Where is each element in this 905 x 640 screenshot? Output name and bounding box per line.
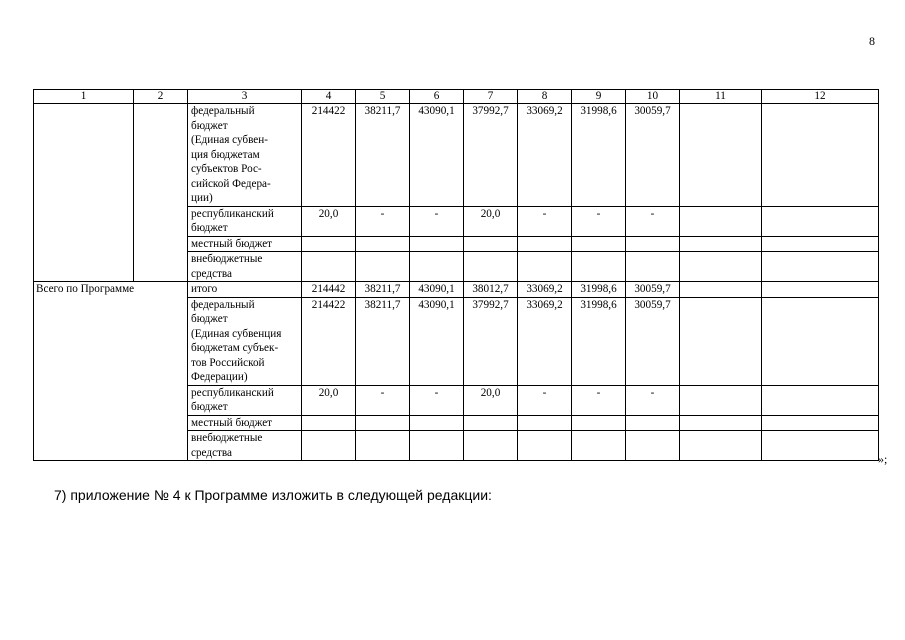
label-line: итого [191,283,218,295]
page-number: 8 [869,34,875,48]
empty-cell-11 [680,206,762,236]
empty-cell-11 [680,104,762,207]
column-header: 9 [572,90,626,104]
value-cell: - [626,206,680,236]
label-line: тов Российской [191,356,265,369]
value-cell [464,236,518,252]
value-cell: 31998,6 [572,104,626,207]
program-total-label: Всего по Программе [34,282,188,461]
value-cell: 33069,2 [518,282,572,298]
value-cell [626,415,680,431]
empty-cell-11 [680,297,762,385]
value-cell: - [518,206,572,236]
funding-source-label [188,431,302,461]
value-cell: 43090,1 [410,282,464,298]
value-cell: - [572,206,626,236]
value-cell: - [356,206,410,236]
value-cell: - [410,385,464,415]
value-cell [356,252,410,282]
value-cell [572,236,626,252]
value-cell: 20,0 [302,206,356,236]
value-cell: 33069,2 [518,297,572,385]
value-cell [518,252,572,282]
label-line: бюджет [191,119,228,132]
empty-cell-12 [762,252,879,282]
empty-cell-12 [762,297,879,385]
value-cell: - [356,385,410,415]
column-header: 8 [518,90,572,104]
value-cell: 20,0 [464,385,518,415]
value-cell: 43090,1 [410,297,464,385]
label-line: федеральный [191,105,255,117]
value-cell: 31998,6 [572,297,626,385]
label-line: (Единая субвен- [191,134,268,146]
value-cell: 37992,7 [464,297,518,385]
value-cell [410,236,464,252]
label-line: бюджет [191,313,228,325]
empty-cell-11 [680,431,762,461]
value-cell: 38211,7 [356,104,410,207]
value-cell [302,415,356,431]
budget-table [33,89,879,461]
table-row [34,104,879,207]
label-line: ция бюджетам [191,148,260,161]
column-header: 5 [356,90,410,104]
value-cell: 30059,7 [626,297,680,385]
value-cell: - [572,385,626,415]
value-cell: 20,0 [302,385,356,415]
empty-cell-11 [680,236,762,252]
value-cell: 38012,7 [464,282,518,298]
value-cell: 30059,7 [626,104,680,207]
label-line: средства [191,267,233,280]
label-line: субъектов Рос- [191,163,262,175]
label-line: бюджетам субъек- [191,342,279,354]
value-cell: 38211,7 [356,297,410,385]
value-cell [464,415,518,431]
label-line: республиканский [191,386,274,399]
column-header: 7 [464,90,518,104]
label-line: республиканский [191,207,274,220]
funding-source-label [188,385,302,415]
label-line: местный бюджет [191,237,273,250]
empty-cell-12 [762,415,879,431]
value-cell [464,252,518,282]
value-cell: 30059,7 [626,282,680,298]
funding-source-label [188,252,302,282]
label-line: бюджет [191,222,228,234]
value-cell: 214422 [302,297,356,385]
column-header: 10 [626,90,680,104]
col1-cell [34,104,134,282]
funding-source-label [188,206,302,236]
value-cell [410,252,464,282]
label-line: бюджет [191,401,228,413]
empty-cell-12 [762,282,879,298]
value-cell [518,431,572,461]
value-cell [572,431,626,461]
value-cell [302,431,356,461]
value-cell: 43090,1 [410,104,464,207]
value-cell [518,415,572,431]
value-cell: 37992,7 [464,104,518,207]
label-line: внебюджетные [191,253,263,265]
instruction-paragraph: 7) приложение № 4 к Программе изложить в следующей редакции: [54,487,492,503]
value-cell [626,236,680,252]
value-cell [410,431,464,461]
label-line: средства [191,446,233,459]
column-header: 2 [134,90,188,104]
value-cell: - [410,206,464,236]
value-cell: 38211,7 [356,282,410,298]
header-row [34,90,879,104]
col2-cell [134,104,188,282]
value-cell: 31998,6 [572,282,626,298]
value-cell [302,252,356,282]
value-cell [518,236,572,252]
funding-source-label [188,282,302,298]
value-cell: 214422 [302,104,356,207]
empty-cell-11 [680,385,762,415]
label-line: местный бюджет [191,416,273,429]
funding-source-label [188,297,302,385]
label-line: федеральный [191,298,255,311]
empty-cell-11 [680,252,762,282]
label-line: ции) [191,192,213,204]
empty-cell-11 [680,282,762,298]
value-cell [356,415,410,431]
value-cell [356,431,410,461]
value-cell [626,431,680,461]
funding-source-label [188,236,302,252]
empty-cell-12 [762,236,879,252]
value-cell: 33069,2 [518,104,572,207]
table-row [34,282,879,298]
label-line: (Единая субвенция [191,327,282,340]
empty-cell-11 [680,415,762,431]
column-header: 12 [762,90,879,104]
label-line: внебюджетные [191,432,263,444]
column-header: 1 [34,90,134,104]
column-header: 11 [680,90,762,104]
value-cell: 20,0 [464,206,518,236]
value-cell [302,236,356,252]
value-cell: - [518,385,572,415]
empty-cell-12 [762,206,879,236]
value-cell [626,252,680,282]
column-header: 4 [302,90,356,104]
column-header: 6 [410,90,464,104]
label-line: Федерации) [191,371,248,383]
value-cell [356,236,410,252]
empty-cell-12 [762,104,879,207]
empty-cell-12 [762,385,879,415]
value-cell [572,252,626,282]
label-line: сийской Федера- [191,177,271,190]
value-cell: 214442 [302,282,356,298]
value-cell [464,431,518,461]
value-cell [572,415,626,431]
empty-cell-12 [762,431,879,461]
column-header: 3 [188,90,302,104]
value-cell: - [626,385,680,415]
funding-source-label [188,104,302,207]
value-cell [410,415,464,431]
closing-quote: »; [878,452,888,466]
funding-source-label [188,415,302,431]
